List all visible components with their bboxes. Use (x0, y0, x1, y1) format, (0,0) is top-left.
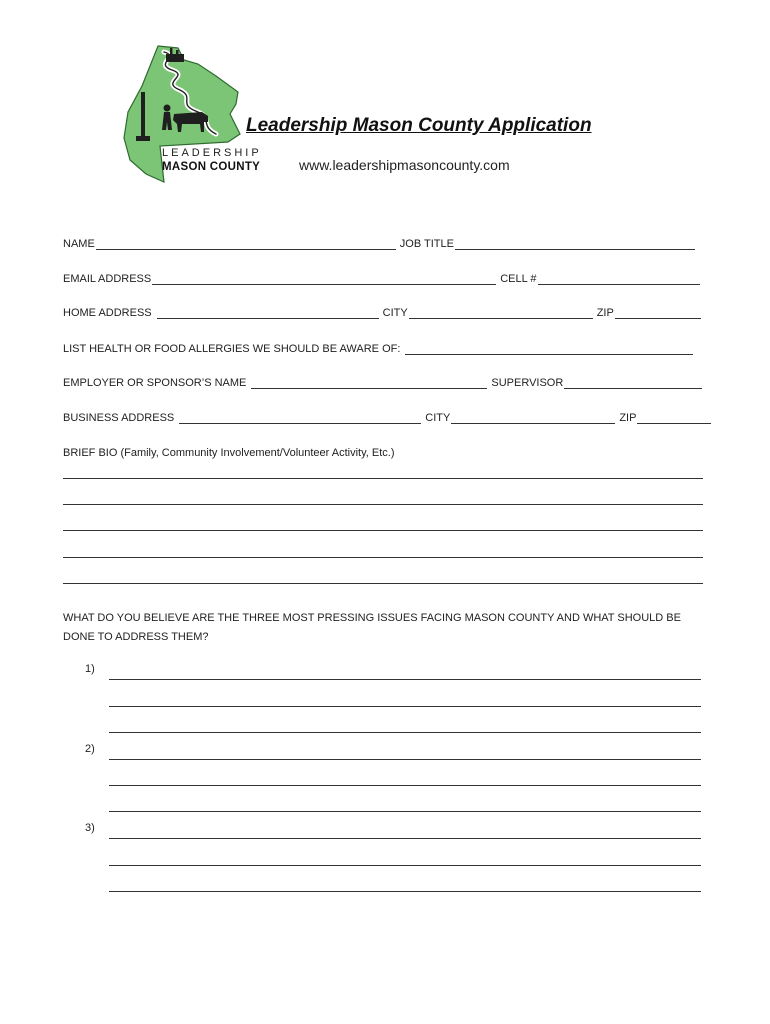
issue-2-line-3[interactable] (109, 800, 701, 812)
home-city-label: CITY (382, 307, 408, 319)
bio-line-3[interactable] (63, 519, 703, 531)
issue-1-line-3[interactable] (109, 721, 701, 733)
bio-line-1[interactable] (63, 467, 703, 479)
issue-number-3: 3) (85, 822, 95, 834)
business-address-row (63, 408, 711, 424)
job-title-field[interactable] (455, 238, 695, 250)
bio-label: BRIEF BIO (Family, Community Involvement/Volunteer Activity, Etc.) (63, 447, 395, 459)
allergies-label: LIST HEALTH OR FOOD ALLERGIES WE SHOULD BE AWARE OF: (63, 343, 401, 355)
home-address-field[interactable] (157, 307, 379, 319)
issue-1-line-2[interactable] (109, 695, 701, 707)
employer-field[interactable] (251, 377, 487, 389)
bio-line-2[interactable] (63, 493, 703, 505)
business-zip-label: ZIP (619, 412, 637, 424)
supervisor-label: SUPERVISOR (491, 377, 564, 389)
issue-3-line-1[interactable] (109, 827, 701, 839)
job-title-label: JOB TITLE (399, 238, 454, 250)
home-zip-field[interactable] (615, 307, 701, 319)
name-label: NAME (63, 238, 95, 250)
logo-text-leadership: LEADERSHIP (162, 147, 262, 159)
name-row (63, 234, 695, 250)
cell-field[interactable] (538, 273, 700, 285)
issue-1-line-1[interactable] (109, 668, 701, 680)
email-label: EMAIL ADDRESS (63, 273, 152, 285)
supervisor-field[interactable] (564, 377, 702, 389)
business-address-label: BUSINESS ADDRESS (63, 412, 175, 424)
home-address-label: HOME ADDRESS (63, 307, 152, 319)
employer-row (63, 373, 702, 389)
home-zip-label: ZIP (596, 307, 614, 319)
logo-text-mason-county: MASON COUNTY (162, 161, 261, 173)
allergies-row (63, 339, 693, 355)
home-city-field[interactable] (409, 307, 593, 319)
business-zip-field[interactable] (637, 412, 711, 424)
employer-label: EMPLOYER OR SPONSOR’S NAME (63, 377, 247, 389)
business-city-field[interactable] (451, 412, 615, 424)
issue-2-line-2[interactable] (109, 774, 701, 786)
page-title: Leadership Mason County Application (246, 115, 592, 136)
issue-3-line-2[interactable] (109, 854, 701, 866)
email-field[interactable] (152, 273, 496, 285)
cell-label: CELL # (500, 273, 537, 285)
bio-line-5[interactable] (63, 572, 703, 584)
allergies-field[interactable] (405, 343, 693, 355)
issue-number-2: 2) (85, 743, 95, 755)
bio-line-4[interactable] (63, 546, 703, 558)
issue-number-1: 1) (85, 663, 95, 675)
bio-row (63, 443, 396, 459)
email-row (63, 269, 700, 285)
business-city-label: CITY (425, 412, 451, 424)
issue-3-line-3[interactable] (109, 880, 701, 892)
issues-question: WHAT DO YOU BELIEVE ARE THE THREE MOST PRESSING ISSUES FACING MASON COUNTY AND WHAT SHOULD BE DONE TO ADDRESS THEM? (63, 612, 681, 643)
website-link[interactable]: www.leadershipmasoncounty.com (299, 157, 510, 173)
issue-2-line-1[interactable] (109, 748, 701, 760)
home-address-row (63, 303, 701, 319)
business-address-field[interactable] (179, 412, 421, 424)
name-field[interactable] (96, 238, 396, 250)
